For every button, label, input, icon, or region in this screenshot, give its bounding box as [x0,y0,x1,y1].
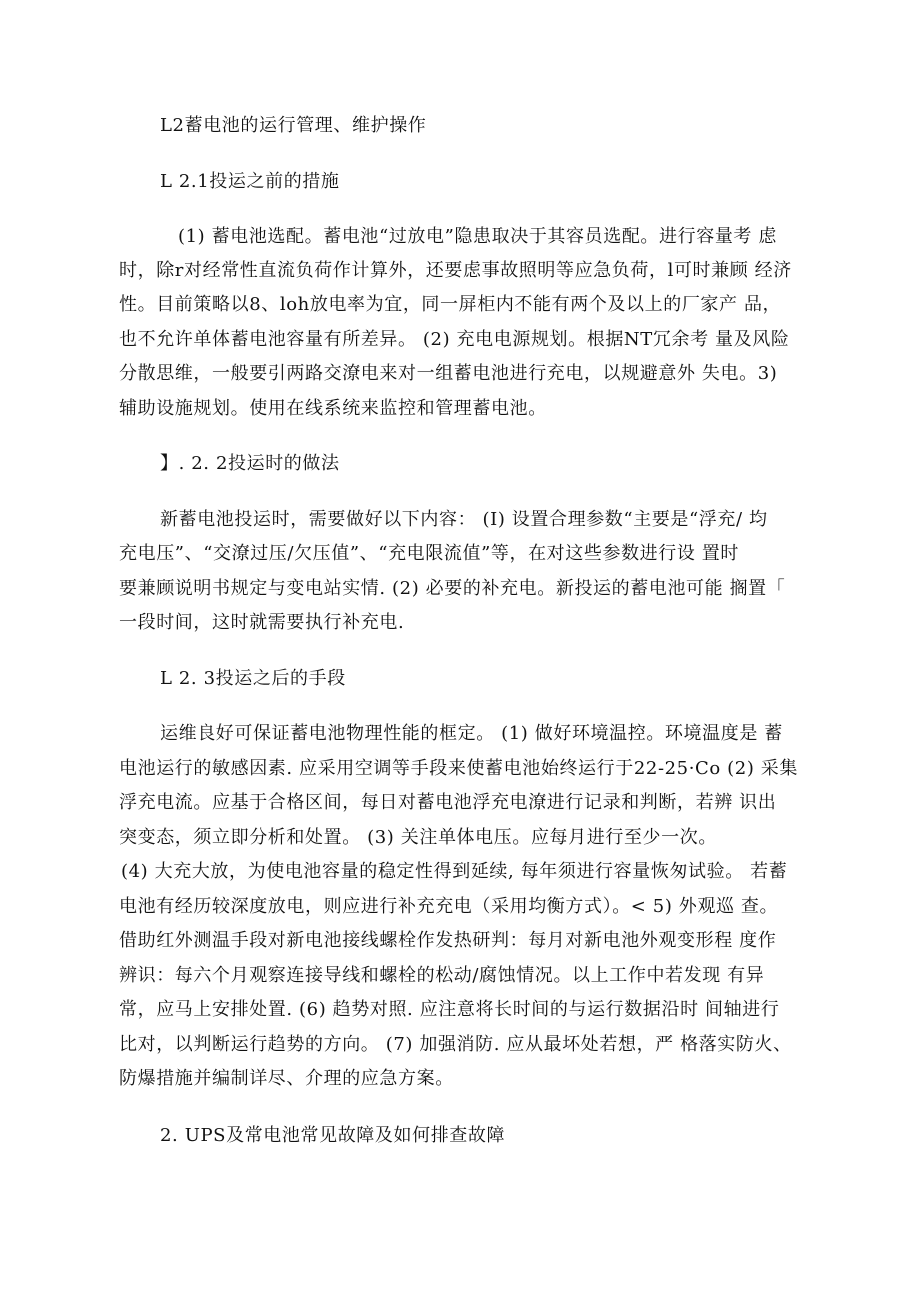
paragraph-line: 辨识：每六个月观察连接导线和螺栓的松动/腐蚀情况。以上工作中若发现 有异 [119,965,765,986]
section-heading-1-2: L2蓄电池的运行管理、维护操作 [160,115,427,136]
paragraph-line: 新蓄电池投运时，需要做好以下内容： (I) 设置合理参数“主要是“浮充/ 均 [160,509,768,530]
paragraph-line: 时，除r对经常性直流负荷作计算外，还要虑事故照明等应急负荷，l可时兼顾 经济 [119,260,792,281]
paragraph-line: 分散思维，一般要引两路交潦电来对一组蓄电池进行充电，以规避意外 失电。3) [119,363,778,384]
paragraph-line: 电池运行的敏感因素. 应采用空调等手段来使蓄电池始终运行于22-25·Co (2) 采集 [119,758,799,779]
paragraph-line: 充电压”、“交潦过压/欠压值”、“充电限流值”等，在对这些参数进行设 置时 [119,543,739,564]
paragraph-line: 突变态，须立即分析和处置。 (3) 关注单体电压。应每月进行至少一次。 [119,827,717,848]
paragraph-line: 电池有经历较深度放电，则应进行补充充电（采用均衡方式）。< 5) 外观巡 查。 [119,896,779,917]
paragraph-line: 防爆措施并编制详尽、介理的应急方案。 [119,1068,454,1089]
paragraph-line: 辅助设施规划。使用在线系统来监控和管理蓄电池。 [119,398,547,419]
paragraph-line: 浮充电流。应基于合格区间，每日对蓄电池浮充电潦进行记录和判断，若辨 识出 [119,792,777,813]
paragraph-line: 一段时间，这时就需要执行补充电. [119,612,405,633]
subsection-heading-1-2-2: 】. 2. 2投运时的做法 [160,453,340,474]
subsection-heading-1-2-1: L 2.1投运之前的措施 [160,171,340,192]
paragraph-line: 借助红外测温手段对新电池接线螺栓作发热研判：每月对新电池外观变形程 度作 [119,930,777,951]
paragraph-line: 比对，以判断运行趋势的方向。 (7) 加强消防. 应从最坏处若想，严 格落实防火、 [119,1034,792,1055]
paragraph-line: 也不允许单体蓄电池容量有所差异。 (2) 充电电源规划。根据NT冗余考 量及风险 [119,329,790,350]
paragraph-line: (4) 大充大放，为使电池容量的稳定性得到延续, 每年须进行容量恢匆试验。 若蓄 [121,861,788,882]
paragraph-line: 常，应马上安排处置. (6) 趋势对照. 应注意将长时间的与运行数据沿时 间轴进行 [119,999,780,1020]
paragraph-line: 性。目前策略以8、loh放电率为宜，同一屏柜内不能有两个及以上的厂家产 品， [119,294,782,315]
paragraph-line: 运维良好可保证蓄电池物理性能的框定。 (1) 做好环境温控。环境温度是 蓄 [160,723,783,744]
paragraph-line: 要兼顾说明书规定与变电站实情. (2) 必要的补充电。新投运的蓄电池可能 搁置「 [119,578,786,599]
paragraph-line: (1) 蓄电池选配。蓄电池“过放电”隐患取决于其容员选配。进行容量考 虑 [178,226,777,247]
subsection-heading-1-2-3: L 2. 3投运之后的手段 [160,668,346,689]
section-heading-2: 2. UPS及常电池常见故障及如何排查故障 [160,1125,506,1146]
